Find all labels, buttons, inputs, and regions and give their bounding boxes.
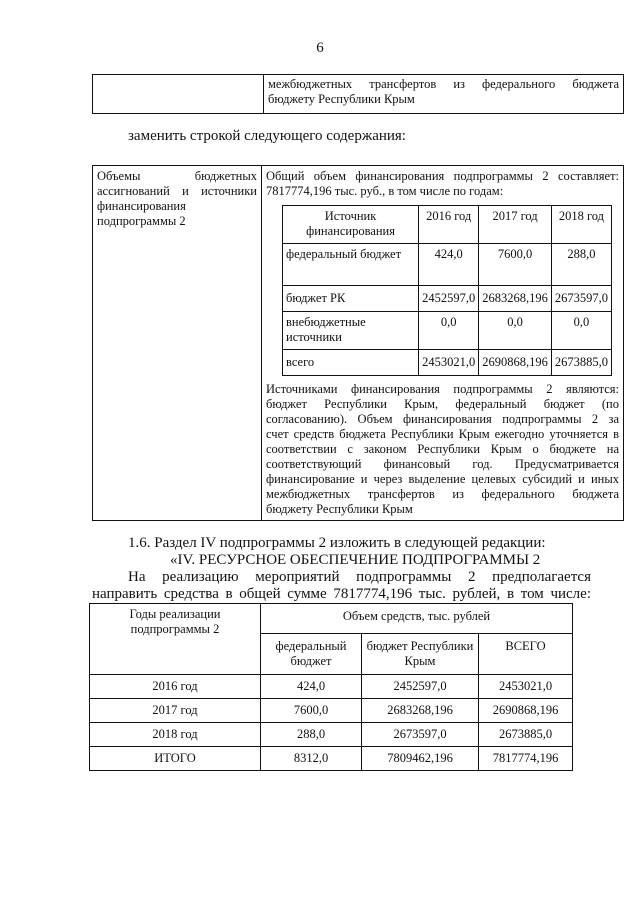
inner-row-value: 2673885,0 <box>551 350 611 376</box>
sources-line: соответствии с законом Республики Крым о бюджете на <box>266 442 619 456</box>
sources-line: финансирование и через выделение целевых субсидий и иных <box>266 472 619 486</box>
section-title: «IV. РЕСУРСНОЕ ОБЕСПЕЧЕНИЕ ПОДПРОГРАММЫ 2 <box>170 552 541 568</box>
sources-line: бюджет Республики Крым, федеральный бюджет (по <box>266 397 619 411</box>
row-crimea: 7809462,196 <box>362 747 479 771</box>
inner-row-value: 424,0 <box>419 244 479 286</box>
inner-row-value: 288,0 <box>551 244 611 286</box>
sources-line: счет средств бюджета Республики Крым ежегодно уточняется в <box>266 427 619 441</box>
inner-row-value: 0,0 <box>419 312 479 350</box>
fragment-line-1: межбюджетных трансфертов из федерального бюджета <box>268 77 619 91</box>
header-volume: Объем средств, тыс. рублей <box>261 604 573 634</box>
passport-intro-line-2: 7817774,196 тыс. руб., в том числе по годам: <box>266 184 504 198</box>
row-federal: 288,0 <box>261 723 362 747</box>
top-fragment-table <box>92 74 624 114</box>
inner-row-label: бюджет РК <box>283 286 419 312</box>
sources-line: согласованию). Объем финансирования подпрограммы 2 за <box>266 412 619 426</box>
row-total: 2690868,196 <box>479 699 573 723</box>
subheader-federal: федеральный бюджет <box>261 634 362 675</box>
inner-row-value: 7600,0 <box>479 244 552 286</box>
inner-row-value: 0,0 <box>479 312 552 350</box>
row-federal: 424,0 <box>261 675 362 699</box>
sources-line: межбюджетных трансфертов из федерального бюджета <box>266 487 619 501</box>
subheader-crimea: бюджет Республики Крым <box>362 634 479 675</box>
passport-label-cell <box>93 166 262 521</box>
inner-row-value: 2673597,0 <box>551 286 611 312</box>
row-total: 2673885,0 <box>479 723 573 747</box>
subheader-total: ВСЕГО <box>479 634 573 675</box>
fragment-text-cell <box>264 75 624 114</box>
row-crimea: 2673597,0 <box>362 723 479 747</box>
page-number: 6 <box>316 40 324 56</box>
passport-label-line-2: ассигнований и источники <box>97 184 257 198</box>
row-year: 2016 год <box>90 675 261 699</box>
passport-table <box>92 165 624 521</box>
inner-row-value: 2453021,0 <box>419 350 479 376</box>
passport-content-cell <box>262 166 624 521</box>
empty-cell <box>93 75 264 114</box>
row-federal: 8312,0 <box>261 747 362 771</box>
inner-row-label: всего <box>283 350 419 376</box>
inner-row-label: федеральный бюджет <box>283 244 419 286</box>
row-year: 2017 год <box>90 699 261 723</box>
row-year: ИТОГО <box>90 747 261 771</box>
inner-header-2018: 2018 год <box>551 206 611 244</box>
inner-row-value: 0,0 <box>551 312 611 350</box>
passport-intro-line-1: Общий объем финансирования подпрограммы 2 составляет: <box>266 169 619 183</box>
resource-table <box>89 603 573 771</box>
body-line-2: направить средства в общей сумме 7817774,196 тыс. рублей, в том числе: <box>92 586 591 602</box>
sources-line: соответствующий финансовый год. Предусматривается <box>266 457 619 471</box>
sources-line: бюджету Республики Крым <box>266 502 413 516</box>
passport-label-line-3: финансирования <box>97 199 186 213</box>
inner-header-source: Источник финансирования <box>283 206 419 244</box>
header-years: Годы реализации подпрограммы 2 <box>90 604 261 675</box>
inner-header-2017: 2017 год <box>479 206 552 244</box>
passport-label-line-4: подпрограммы 2 <box>97 214 186 228</box>
row-year: 2018 год <box>90 723 261 747</box>
row-crimea: 2683268,196 <box>362 699 479 723</box>
inner-header-2016: 2016 год <box>419 206 479 244</box>
inner-row-value: 2690868,196 <box>479 350 552 376</box>
row-federal: 7600,0 <box>261 699 362 723</box>
inner-row-value: 2683268,196 <box>479 286 552 312</box>
section-heading: 1.6. Раздел IV подпрограммы 2 изложить в следующей редакции: <box>128 535 546 551</box>
inner-row-label: внебюджетные источники <box>283 312 419 350</box>
inner-row-value: 2452597,0 <box>419 286 479 312</box>
sources-line: Источниками финансирования подпрограммы 2 являются: <box>266 382 619 396</box>
body-line-1: На реализацию мероприятий подпрограммы 2 предполагается <box>128 569 591 585</box>
row-total: 7817774,196 <box>479 747 573 771</box>
fragment-line-2: бюджету Республики Крым <box>268 92 415 106</box>
row-total: 2453021,0 <box>479 675 573 699</box>
passport-label-line-1: Объемы бюджетных <box>97 169 257 183</box>
row-crimea: 2452597,0 <box>362 675 479 699</box>
replace-instruction: заменить строкой следующего содержания: <box>128 128 406 144</box>
passport-inner-table <box>282 205 612 376</box>
